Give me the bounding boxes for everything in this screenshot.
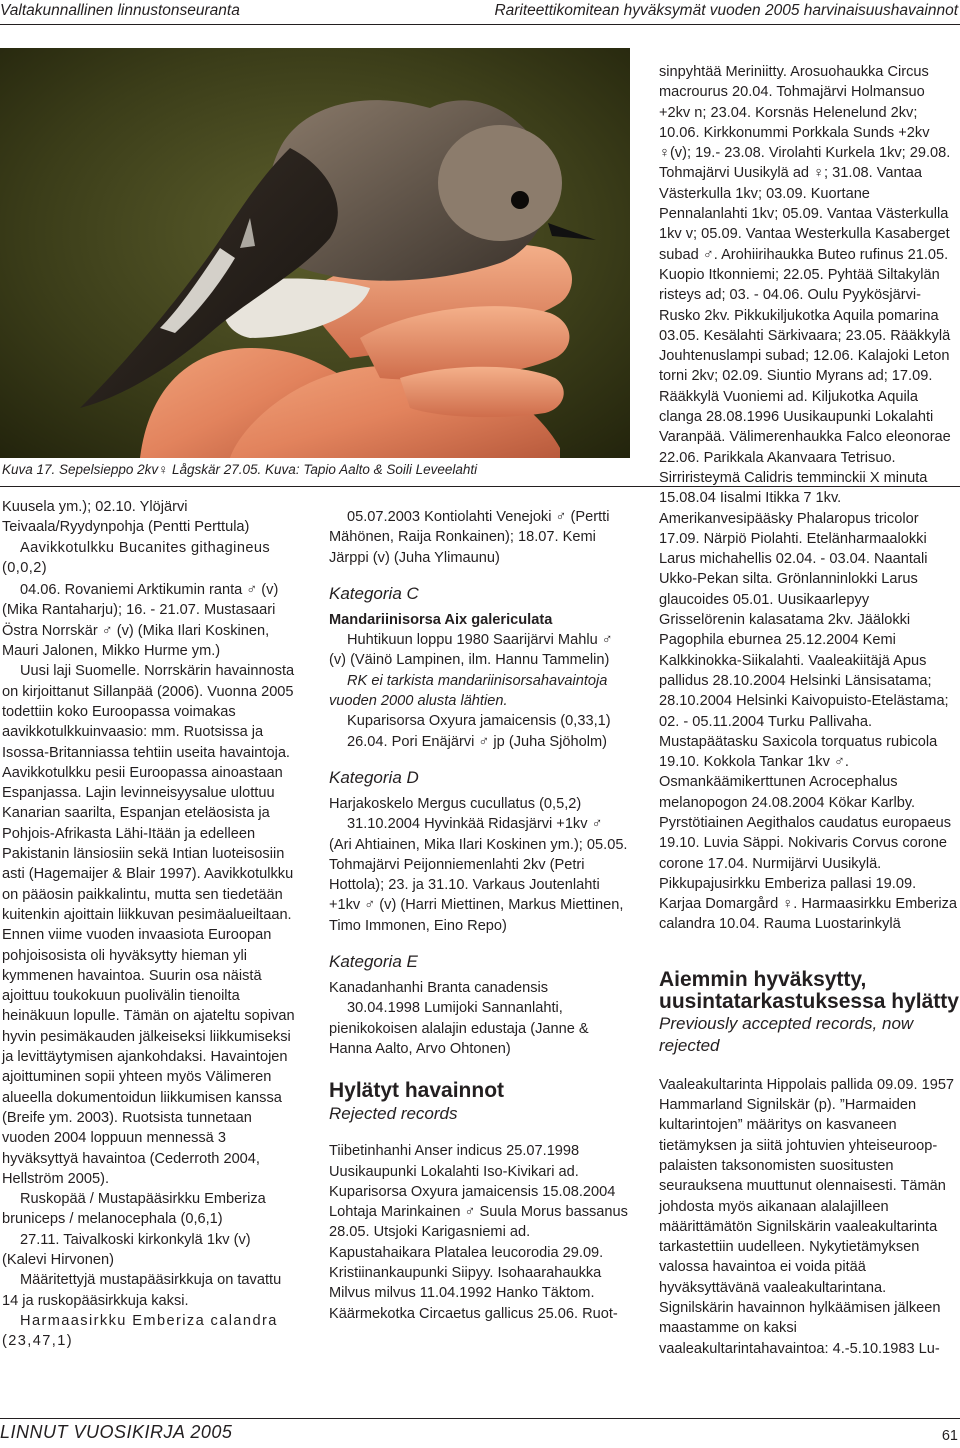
species-commentary: Määritettyjä mustapääsirkkuja on tavattu 14 ja ruskopääsirkkuja kaksi. (2, 1272, 282, 1309)
column-2 (329, 507, 629, 1324)
species-heading-kuparisorsa: Kuparisorsa Oxyura jamaicensis (0,33,1) (347, 713, 611, 730)
category-e-heading: Kategoria E (329, 952, 418, 972)
committee-note: RK ei tarkista mandariinisorsahavaintoja vuoden 2000 alusta lähtien. (329, 672, 608, 710)
record-details: 27.11. Taivalkoski kirkonkylä 1kv (v) (Kalevi Hirvonen) (2, 1231, 251, 1268)
species-heading-ruskopaa: Ruskopää / Mustapääsirkku Emberiza bruniceps / melanocephala (0,6,1) (2, 1191, 266, 1228)
column-1 (2, 497, 299, 1351)
species-commentary: Uusi laji Suomelle. Norrskärin havainnosta on kirjoittanut Sillanpää (2006). Vuonna 2005 todettiin koko Euroopassa voimakas aavikkotulkkuinvaasio: mm. Ruotsissa ja Isossa-Britanniassa tehtiin useita havaintoja. Aavikkotulkku pesii Euroopassa ainoastaan Espanjassa. Lajin levinneisyysalue ulottuu Kanarian saarilta, Espanjan eteläosista ja Pohjois-Afrikasta Lähi-Itään ja edelleen Pakistanin länsiosiin sekä Intian luoteisosiin asti (Hagemaijer & Blair 1997). Aavikkotulkku on pääosin paikkalintu, mutta sen tiedetään kuitenkin ajoittain liikkuvan pesimäalueiltaan. Ennen viime vuoden invaasiota Euroopan pohjoisosista oli hyväksytty hieman yli kymmenen havaintoa. Suurin osa näistä ajoittuu toukokuun puolivälin tienoilta heinäkuun lopulle. Tämän on ajateltu sopivan hyvin pesimäkauden jälkeiseksi liikkumiseksi ja levittäytymisen ajankohdaksi. Havaintojen ajoittuminen sopii yhteen myös Välimeren alueella dokumentoidun liikkumisen kanssa (Breife ym. 2003). Ruotsista tunnetaan vuoden 2004 loppuun mennessä 3 hyväksyttyä havaintoa (Cederroth 2004, Hellström 2005). (2, 663, 295, 1187)
entry-continuation: Kuusela ym.); 02.10. Ylöjärvi Teivaala/Ryydynpohja (Pentti Perttula) (2, 499, 250, 536)
category-c-heading: Kategoria C (329, 583, 419, 603)
header-right: Rariteettikomitean hyväksymät vuoden 2005 harvinaisuushavainnot (494, 2, 958, 19)
species-heading-mandariinisorsa: Mandariinisorsa Aix galericulata (329, 611, 553, 628)
species-heading-aavikkotulkku: Aavikkotulkku Bucanites githagineus (0,0,2) (2, 539, 271, 576)
record-details: 05.07.2003 Kontiolahti Venejoki ♂ (Pertti Mähönen, Raija Ronkainen); 18.07. Kemi Järppi (v) (Juha Ylimaunu) (329, 509, 610, 566)
running-header (0, 0, 960, 24)
page-number: 61 (941, 1428, 958, 1444)
category-d-heading: Kategoria D (329, 767, 419, 787)
bird-photo (0, 48, 630, 458)
record-details: 26.04. Pori Enäjärvi ♂ jp (Juha Sjöholm) (347, 733, 607, 750)
header-rule (0, 24, 960, 25)
previously-accepted-title: Aiemmin hyväksytty, uusintatarkastuksessa hylätty (659, 967, 959, 1013)
rejected-records-subtitle: Rejected records (329, 1104, 458, 1124)
species-heading-harmaasirkku: Harmaasirkku Emberiza calandra (23,47,1) (2, 1312, 278, 1350)
record-details: Huhtikuun loppu 1980 Saarijärvi Mahlu ♂ (v) (Väinö Lampinen, ilm. Hannu Tammelin) (329, 632, 613, 669)
rejected-records-list: Tiibetinhanhi Anser indicus 25.07.1998 Uusikaupunki Lokalahti Iso-Kivikari ad. Kuparisorsa Oxyura jamaicensis 15.08.2004 Lohtaja Marinkainen ♂ Suula Morus bassanus 28.05. Utsjoki Karigasniemi ad. Kapustahaikara Platalea leucorodia 29.09. Kristiinankaupunki Siipyy. Isohaarahaukka Milvus milvus 11.04.1992 Hanko Täktom. Käärmekotka Circaetus gallicus 25.06. Ruot- (329, 1143, 628, 1322)
previously-accepted-text: Vaaleakultarinta Hippolais pallida 09.09. 1957 Hammarland Signilskär (p). ”Harmaiden kultarintojen” määritys on kasvaneen tietämyksen ja siitä johtuvien yhteiseuroop-palaisten taksonomisten suositusten seurauksena muuttunut olennaisesti. Tämän johdosta myös aikanaan alalajilleen määrittämätön Signilskärin vaaleakultarinta tarkastettiin uudelleen. Nykytietämyksen valossa havaintoa ei voida pitää hyväksyttävänä vaaleakultarintana. Signilskärin havainnon hylkäämisen jälkeen maastamme on kaksi vaaleakultarintahavaintoa: 4.-5.10.1983 Lu- (659, 1076, 955, 1357)
flycatcher-in-hand-image (0, 48, 630, 458)
rejected-records-title: Hylätyt havainnot (329, 1079, 505, 1103)
species-heading-kanadanhanhi: Kanadanhanhi Branta canadensis (329, 980, 549, 997)
footer-rule (0, 1418, 960, 1419)
publication-title: LINNUT VUOSIKIRJA 2005 (0, 1422, 233, 1442)
column-3 (659, 62, 959, 1359)
header-left: Valtakunnallinen linnustonseuranta (0, 2, 240, 19)
rejected-records-list-continued: sinpyhtää Meriniitty. Arosuohaukka Circus macrourus 20.04. Tohmajärvi Holmansuo +2kv n; 23.04. Korsnäs Helenelund 2kv; 10.06. Kirkkonummi Porkkala Sunds +2kv ♀(v); 19.- 23.08. Virolahti Kurkela 1kv; 29.08. Tohmajärvi Uusikylä ad ♀; 31.08. Vantaa Västerkulla 1kv; 03.09. Kuortane Pennalanlahti 1kv; 05.09. Vantaa Västerkulla 1kv v; 05.09. Vantaa Westerkulla Kasaberget subad ♂. Arohiirihaukka Buteo rufinus 21.05. Kuopio Itkonniemi; 22.05. Pyhtää Siltakylän risteys ad; 03. - 04.06. Oulu Pyykösjärvi-Rusko 2kv. Pikkukiljukotka Aquila pomarina 03.05. Kesälahti Särkivaara; 23.05. Rääkkylä Jouhtenuslampi subad; 12.06. Kalajoki Leton torni 2kv; 02.09. Siuntio Myrans ad; 17.09. Rääkkylä Vuoniemi ad. Kiljukotka Aquila clanga 28.08.1996 Uusikaupunki Lokalahti Varanpää. Välimerenhaukka Falco eleonorae 22.06. Parikkala Akanvaara Tetrisuo. Sirriristeymä Calidris temminckii X minuta 15.08.04 Iisalmi Itikka 7 1kv. Amerikanvesipääsky Phalaropus tricolor 17.09. Närpiö Piolahti. Etelänharmaalokki Larus michahellis 02.04. - 03.04. Naantali Ukko-Pekan silta. Grönlanninlokki Larus glaucoides 05.01. Uusikaarlepyy Grisselörenin kalasatama 2kv. Jäälokki Pagophila eburnea 25.12.2004 Kemi Kalkkinokka-Siikalahti. Vaaleakiitäjä Apus pallidus 28.10.2004 Helsinki Länsisatama; 28.10.2004 Helsinki Kaivopuisto-Etelästama; 02. - 05.11.2004 Turku Pallivaha. Mustapäätasku Saxicola torquatus rubicola 19.10. Kokkola Tankar 1kv ♂. Osmankäämikerttunen Acrocephalus melanopogon 24.08.2004 Kökar Karlby. Pyrstötiainen Aegithalos caudatus europaeus 19.10. Luvia Säppi. Nokivaris Corvus corone corone 17.04. Nurmijärvi Uusikylä. Pikkupajusirkku Emberiza pallasi 19.09. Karjaa Domargård ♀. Harmaasirkku Emberiza calandra 10.04. Rauma Luostarinkylä (659, 64, 958, 933)
record-details: 31.10.2004 Hyvinkää Ridasjärvi +1kv ♂ (Ari Ahtiainen, Mika Ilari Koskinen ym.); 05.05. Tohmajärvi Peijonniemenlahti 2kv (Petri Hottola); 23. ja 31.10. Varkaus Joutenlahti +1kv ♂ (v) (Harri Miettinen, Markus Miettinen, Timo Immonen, Eino Repo) (329, 816, 628, 934)
previously-accepted-subtitle: Previously accepted records, now rejected (659, 1013, 914, 1055)
photo-caption: Kuva 17. Sepelsieppo 2kv♀ Lågskär 27.05. Kuva: Tapio Aalto & Soili Leveelahti (2, 462, 478, 477)
species-heading-harjakoskelo: Harjakoskelo Mergus cucullatus (0,5,2) (329, 795, 582, 812)
record-details: 04.06. Rovaniemi Arktikumin ranta ♂ (v) (Mika Rantaharju); 16. - 21.07. Mustasaari Östra Norrskär ♂ (v) (Mika Ilari Koskinen, Mauri Jalonen, Mikko Hurme ym.) (2, 582, 279, 660)
record-details: 30.04.1998 Lumijoki Sannanlahti, pienikokoisen alalajin edustaja (Janne & Hanna Aalto, Arvo Ohtonen) (329, 1000, 589, 1057)
